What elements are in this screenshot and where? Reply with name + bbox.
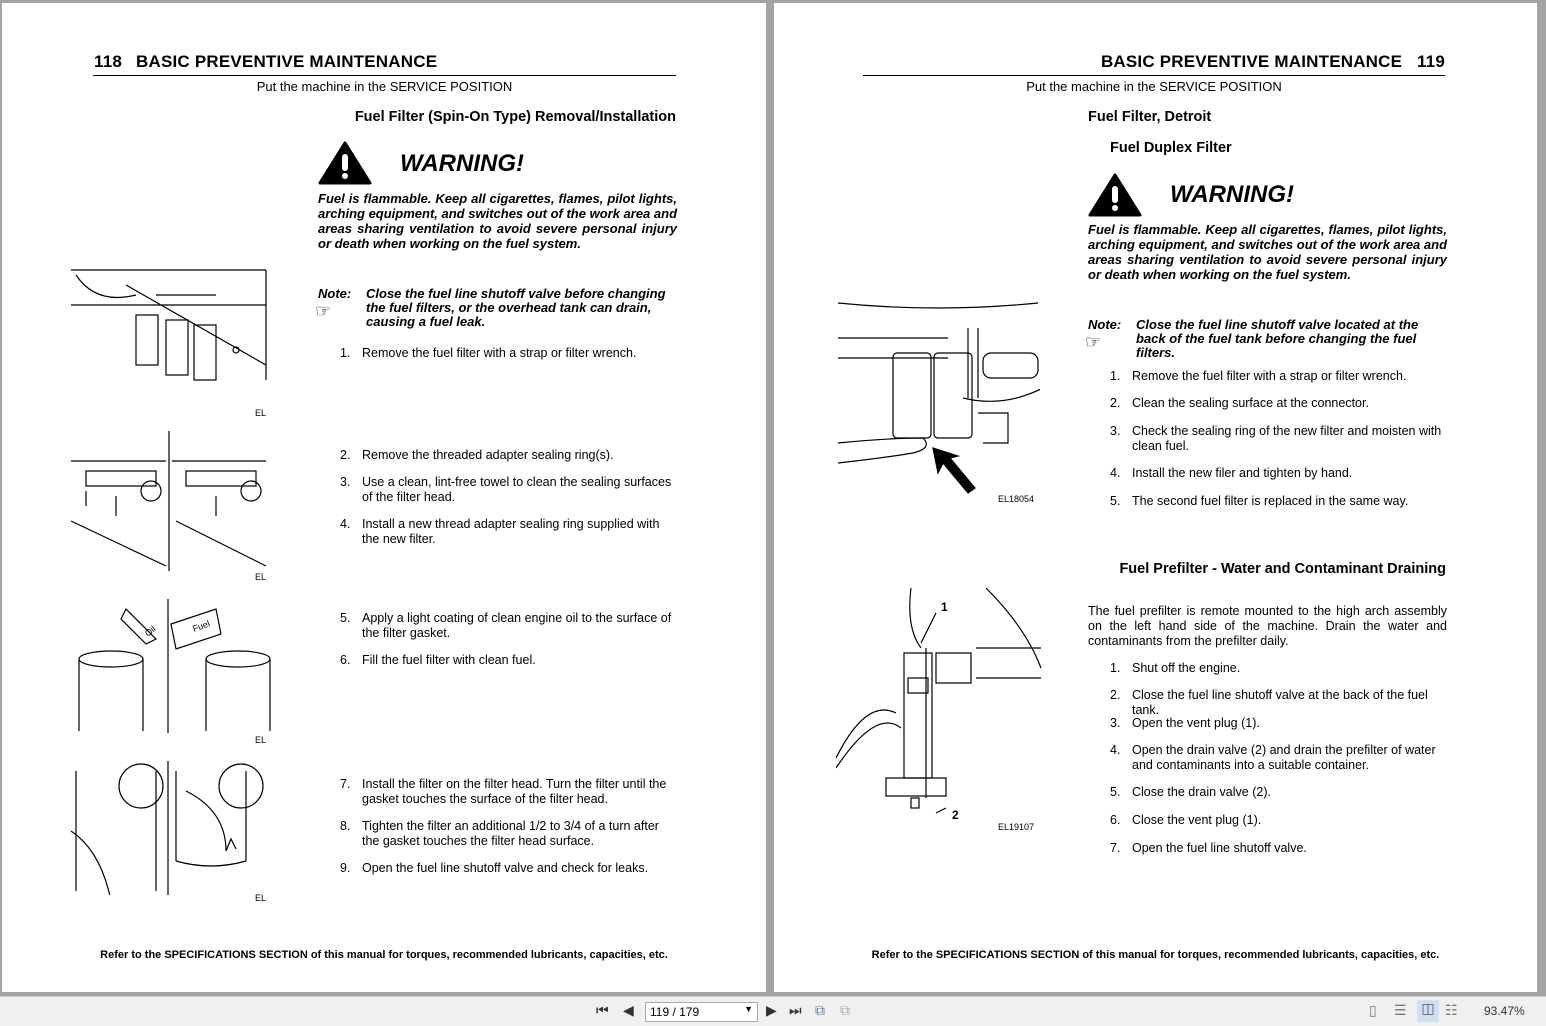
duplex-filter-illustration: [838, 298, 1040, 498]
subsection-title: Fuel Duplex Filter: [1110, 140, 1232, 156]
step: 1. Remove the fuel filter with a strap or filter wrench.: [340, 346, 637, 360]
page-number: 119: [1416, 52, 1445, 71]
adapter-ring-illustration: [66, 431, 272, 571]
step: 4. Install a new thread adapter sealing ring supplied with the new filter.: [340, 517, 660, 546]
step: 1. Shut off the engine.: [1110, 661, 1241, 675]
header-rule: [863, 75, 1445, 76]
step: 6. Fill the fuel filter with clean fuel.: [340, 653, 536, 667]
right-page: [774, 3, 1537, 992]
filter-install-illustration: [66, 761, 272, 895]
note-label: Note:: [318, 286, 352, 301]
fit-page-icon[interactable]: ⧉: [815, 1002, 825, 1018]
pointing-hand-icon: ☞: [315, 301, 332, 321]
viewer-toolbar: [0, 996, 1546, 1026]
section-title: Fuel Filter, Detroit: [1088, 109, 1212, 125]
step: 2. Remove the threaded adapter sealing ring(s).: [340, 448, 614, 462]
section-title: Fuel Filter (Spin-On Type) Removal/Installation: [354, 109, 676, 125]
figure-label: EL: [255, 735, 267, 745]
left-page: [2, 3, 766, 992]
two-page-icon[interactable]: ◫: [1417, 1000, 1439, 1022]
page-footer: Refer to the SPECIFICATIONS SECTION of this manual for torques, recommended lubricants, capacities, etc.: [100, 949, 668, 961]
step: 3. Use a clean, lint-free towel to clean the sealing surfaces of the filter head.: [340, 475, 672, 504]
oil-fuel-illustration: [66, 599, 272, 733]
chevron-down-icon[interactable]: ▼: [744, 1004, 753, 1014]
page-header: BASIC PREVENTIVE MAINTENANCE 119: [1100, 52, 1445, 71]
note-text: Close the fuel line shutoff valve located at the back of the fuel tank before changing the fuel filters.: [1136, 317, 1419, 360]
step: 7. Install the filter on the filter head. Turn the filter until the gasket touches the surface of the filter head.: [340, 777, 667, 806]
step: 4. Open the drain valve (2) and drain the prefilter of water and contaminants into a suitable container.: [1110, 743, 1436, 772]
step: 5. Close the drain valve (2).: [1110, 785, 1271, 799]
prefilter-illustration: [836, 588, 1042, 823]
page-header: BASIC PREVENTIVE MAINTENANCE: [136, 52, 438, 71]
section2-title: Fuel Prefilter - Water and Contaminant Draining: [1119, 561, 1446, 577]
step: 5. Apply a light coating of clean engine oil to the surface of the filter gasket.: [340, 611, 672, 640]
callout-vent-plug: 1: [941, 600, 948, 614]
figure-label: EL: [255, 893, 267, 903]
previous-page-icon[interactable]: ◀: [623, 1002, 634, 1018]
page-number: 118: [94, 52, 123, 71]
pointing-hand-icon: ☞: [1085, 332, 1102, 352]
warning-text: Fuel is flammable. Keep all cigarettes, flames, pilot lights, arching equipment, and switches out of the work area and areas sharing ventilation to avoid severe personal injury or death when working on the fuel system.: [1088, 222, 1448, 282]
warning-title: WARNING!: [1170, 181, 1294, 208]
zoom-level[interactable]: 93.47%: [1484, 1004, 1525, 1018]
warning-title: WARNING!: [400, 150, 524, 177]
note-label: Note:: [1088, 317, 1122, 332]
step: 9. Open the fuel line shutoff valve and check for leaks.: [340, 861, 649, 875]
step: 7. Open the fuel line shutoff valve.: [1110, 841, 1307, 855]
next-page-icon[interactable]: ▶: [766, 1002, 777, 1018]
step: 3. Open the vent plug (1).: [1110, 716, 1260, 730]
header-rule: [93, 75, 676, 76]
warning-triangle-icon: [1088, 173, 1142, 217]
continuous-icon[interactable]: ☰: [1394, 1002, 1407, 1018]
page-number-input[interactable]: 119 / 179 ▼: [645, 1002, 758, 1022]
fuel-callout: Fuel: [191, 618, 212, 634]
first-page-icon[interactable]: ⏮: [596, 1002, 609, 1018]
step: 4. Install the new filer and tighten by hand.: [1110, 466, 1353, 480]
figure-label: EL: [255, 572, 267, 582]
step: 1. Remove the fuel filter with a strap or filter wrench.: [1110, 369, 1407, 383]
single-page-icon[interactable]: ▯: [1369, 1002, 1377, 1018]
last-page-icon[interactable]: ⏭: [789, 1002, 802, 1018]
figure-label: EL18054: [998, 494, 1035, 504]
section2-intro: The fuel prefilter is remote mounted to the high arch assembly on the left hand side of the machine. Drain the water and contaminants from the prefilter daily.: [1088, 604, 1447, 648]
subheader: Put the machine in the SERVICE POSITION: [256, 79, 513, 94]
filter-removal-illustration: [66, 265, 272, 383]
step: 2. Clean the sealing surface at the connector.: [1110, 396, 1369, 410]
callout-drain-valve: 2: [952, 808, 959, 822]
figure-label: EL: [255, 408, 267, 418]
figure-label: EL19107: [998, 822, 1035, 832]
step: 3. Check the sealing ring of the new filter and moisten with clean fuel.: [1110, 424, 1442, 453]
page-footer: Refer to the SPECIFICATIONS SECTION of this manual for torques, recommended lubricants, capacities, etc.: [871, 949, 1440, 961]
step: 8. Tighten the filter an additional 1/2 to 3/4 of a turn after the gasket touches the filter head surface.: [340, 819, 659, 848]
step: 5. The second fuel filter is replaced in the same way.: [1110, 494, 1409, 508]
subheader: Put the machine in the SERVICE POSITION: [1026, 79, 1282, 94]
step: 2. Close the fuel line shutoff valve at the back of the fuel tank.: [1110, 688, 1428, 717]
warning-text: Fuel is flammable. Keep all cigarettes, flames, pilot lights, arching equipment, and switches out of the work area and areas sharing ventilation to avoid severe personal injury or death when working on the fuel system.: [318, 191, 678, 251]
fit-width-icon[interactable]: ⧉: [840, 1002, 850, 1018]
oil-callout: Oil: [142, 623, 158, 639]
note-text: Close the fuel line shutoff valve before changing the fuel filters, or the overhead tank can drain, causing a fuel leak.: [366, 286, 666, 329]
warning-triangle-icon: [318, 141, 372, 185]
two-page-continuous-icon[interactable]: ☷: [1445, 1002, 1458, 1018]
step: 6. Close the vent plug (1).: [1110, 813, 1262, 827]
